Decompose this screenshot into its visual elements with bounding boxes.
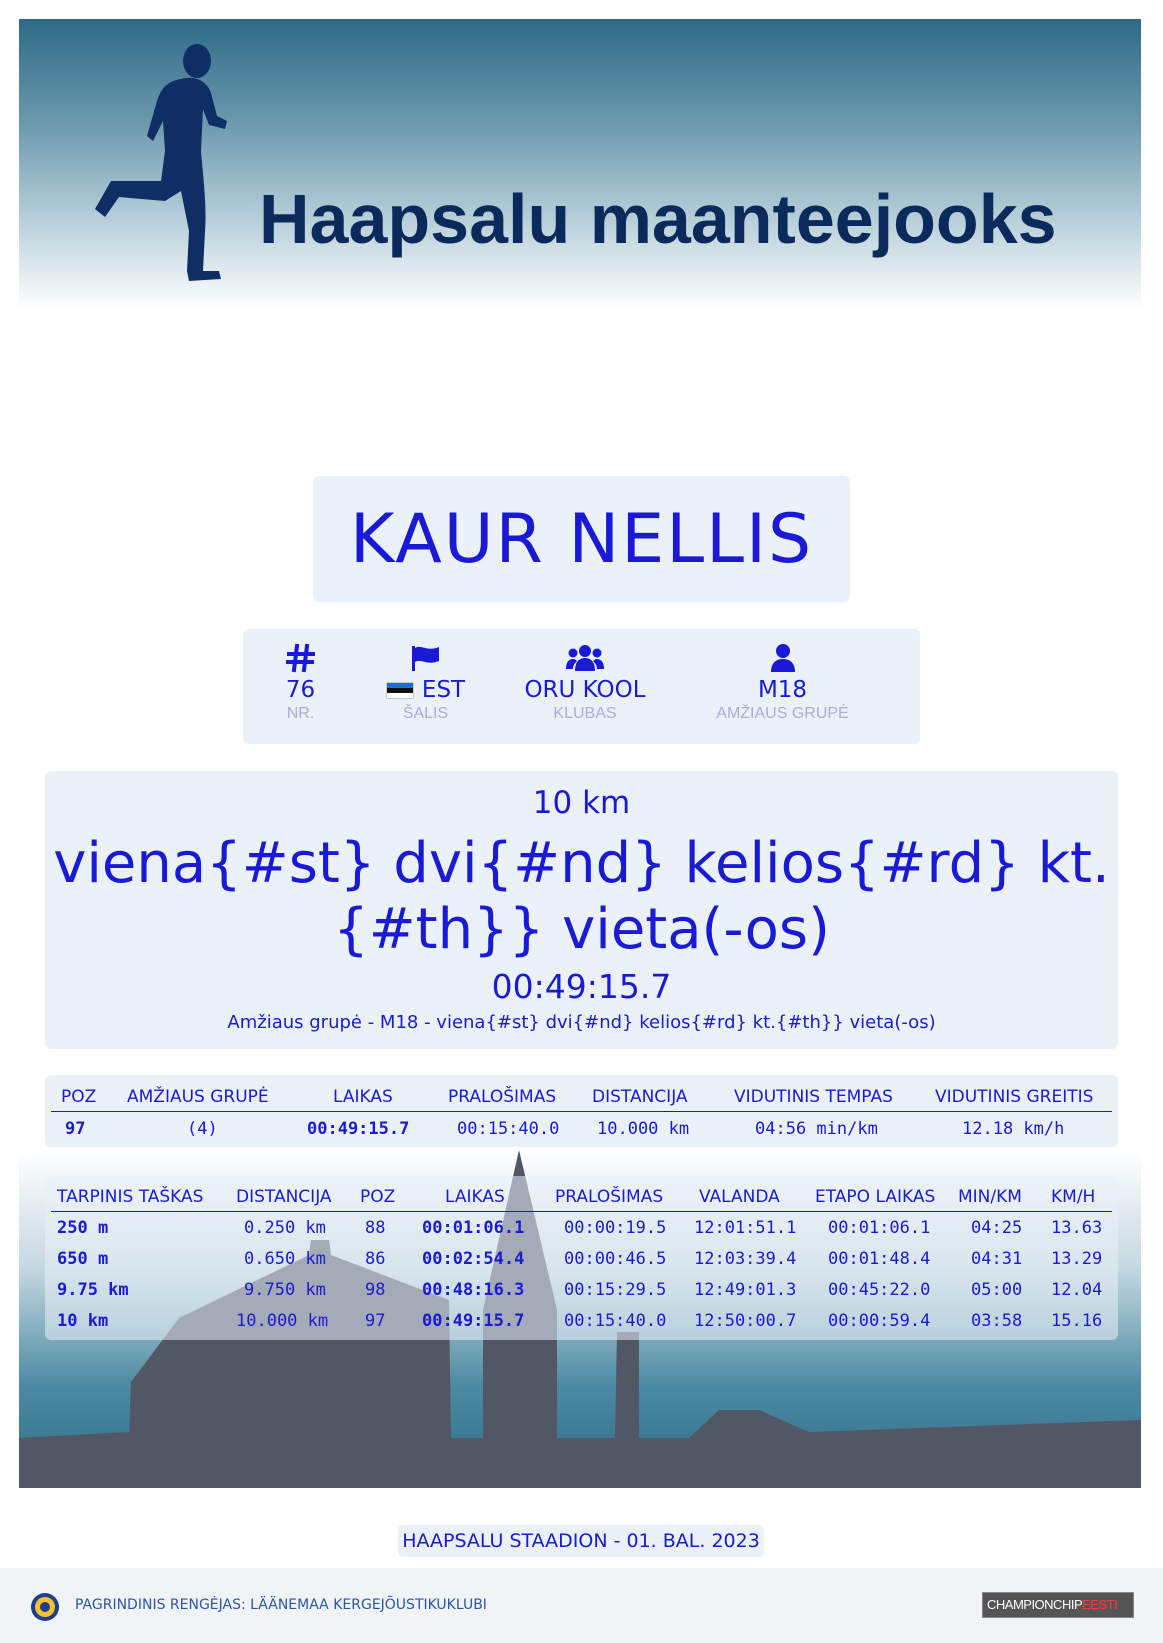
row-cell: 650 m (57, 1249, 109, 1269)
finish-time: 00:49:15.7 (491, 967, 672, 1006)
row-cell: 12.04 (1051, 1280, 1103, 1300)
row-cell: 00:15:40.0 (564, 1311, 667, 1331)
splits-table-header (51, 1182, 1112, 1212)
row-cell: 88 (365, 1218, 386, 1238)
row-cell: 00:00:19.5 (564, 1218, 667, 1238)
row-cell: 86 (365, 1249, 386, 1269)
row-cell: 00:01:06.1 (422, 1218, 525, 1238)
header-cell: ETAPO LAIKAS (815, 1187, 936, 1207)
runner-silhouette-icon (77, 41, 237, 299)
age-group-label: AMŽIAUS GRUPĖ (716, 705, 849, 722)
championchip-logo-text: CHAMPIONCHIP (987, 1597, 1083, 1612)
row-cell: 13.29 (1051, 1249, 1103, 1269)
row-cell: 13.63 (1051, 1218, 1103, 1238)
estonia-flag-icon (386, 682, 414, 699)
splits-table-row (51, 1275, 1112, 1306)
header-cell: DISTANCIJA (236, 1187, 332, 1207)
age-group-place: Amžiaus grupė - M18 - viena{#st} dvi{#nd} kelios{#rd} kt.{#th}} vieta(-os) (227, 1012, 936, 1033)
row-cell: 97 (365, 1311, 386, 1331)
header-cell: AMŽIAUS GRUPĖ (127, 1087, 269, 1107)
users-icon (505, 641, 665, 675)
result-panel (45, 771, 1118, 1049)
row-cell: 10 km (57, 1311, 109, 1331)
row-cell: 00:15:40.0 (457, 1119, 560, 1139)
row-cell: 12:01:51.1 (694, 1218, 797, 1238)
row-cell: 04:25 (971, 1218, 1023, 1238)
header-cell: MIN/KM (958, 1187, 1022, 1207)
row-cell: 0.650 km (244, 1249, 326, 1269)
athlete-name: KAUR NELLIS (349, 499, 814, 579)
club-label: KLUBAS (553, 705, 617, 722)
row-cell: 12:50:00.7 (694, 1311, 797, 1331)
footer (0, 1568, 1163, 1643)
splits-table-row (51, 1213, 1112, 1244)
header-cell: VIDUTINIS GREITIS (935, 1087, 1094, 1107)
row-cell: 250 m (57, 1218, 109, 1238)
athlete-info-panel (243, 629, 920, 744)
row-cell: 98 (365, 1280, 386, 1300)
row-cell: 00:01:48.4 (828, 1249, 931, 1269)
header-cell: POZ (360, 1187, 396, 1207)
summary-table-header (51, 1082, 1112, 1112)
club-name: ORU KOOL (524, 677, 646, 703)
row-cell: 10.000 km (236, 1311, 329, 1331)
championchip-logo (982, 1592, 1134, 1618)
row-cell: (4) (187, 1119, 218, 1139)
splits-table-row (51, 1244, 1112, 1275)
row-cell: 97 (65, 1119, 86, 1139)
header-banner (19, 19, 1141, 309)
bib-number: 76 (285, 677, 316, 703)
venue-date: HAAPSALU STAADION - 01. BAL. 2023 (398, 1525, 764, 1557)
row-cell: 0.250 km (244, 1218, 326, 1238)
row-cell: 00:49:15.7 (307, 1119, 410, 1139)
hash-icon (253, 641, 348, 675)
header-cell: LAIKAS (445, 1187, 505, 1207)
row-cell: 05:00 (971, 1280, 1023, 1300)
header-cell: POZ (61, 1087, 97, 1107)
header-cell: DISTANCIJA (592, 1087, 688, 1107)
row-cell: 04:56 min/km (755, 1119, 878, 1139)
row-cell: 12.18 km/h (962, 1119, 1065, 1139)
user-icon (695, 641, 870, 675)
row-cell: 00:00:46.5 (564, 1249, 667, 1269)
row-cell: 15.16 (1051, 1311, 1103, 1331)
championchip-logo-text-eesti: EESTI (1082, 1597, 1118, 1612)
row-cell: 00:48:16.3 (422, 1280, 525, 1300)
splits-table (45, 1176, 1118, 1340)
bib-number-label: NR. (286, 705, 315, 722)
club-emblem-icon (30, 1592, 60, 1622)
row-cell: 00:00:59.4 (828, 1311, 931, 1331)
row-cell: 03:58 (971, 1311, 1023, 1331)
row-cell: 00:01:06.1 (828, 1218, 931, 1238)
club-block (505, 641, 665, 723)
row-cell: 00:49:15.7 (422, 1311, 525, 1331)
row-cell: 04:31 (971, 1249, 1023, 1269)
row-cell: 12:49:01.3 (694, 1280, 797, 1300)
splits-table-row (51, 1306, 1112, 1337)
race-distance: 10 km (532, 785, 631, 821)
row-cell: 9.750 km (244, 1280, 326, 1300)
athlete-name-panel (313, 476, 850, 602)
row-cell: 9.75 km (57, 1280, 129, 1300)
event-title: Haapsalu maanteejooks (259, 180, 1057, 258)
header-cell: PRALOŠIMAS (555, 1187, 664, 1207)
flag-icon (363, 641, 488, 675)
age-group-value: M18 (757, 677, 808, 703)
summary-table (45, 1075, 1118, 1147)
header-cell: TARPINIS TAŠKAS (57, 1187, 204, 1207)
header-cell: LAIKAS (333, 1087, 393, 1107)
row-cell: 12:03:39.4 (694, 1249, 797, 1269)
header-cell: PRALOŠIMAS (448, 1087, 557, 1107)
row-cell: 00:02:54.4 (422, 1249, 525, 1269)
organizer-text: PAGRINDINIS RENGĖJAS: LÄÄNEMAA KERGEJÕUSTIKUKLUBI (75, 1597, 487, 1613)
row-cell: 10.000 km (597, 1119, 690, 1139)
age-group-block (695, 641, 870, 723)
country-block (363, 641, 488, 723)
row-cell: 00:15:29.5 (564, 1280, 667, 1300)
bib-number-block (253, 641, 348, 723)
overall-place: viena{#st} dvi{#nd} kelios{#rd} kt.{#th}} vieta(-os) (53, 831, 1110, 962)
row-cell: 00:45:22.0 (828, 1280, 931, 1300)
header-cell: KM/H (1051, 1187, 1096, 1207)
country-label: ŠALIS (402, 705, 449, 722)
header-cell: VIDUTINIS TEMPAS (734, 1087, 893, 1107)
country-code: EST (421, 677, 466, 703)
summary-table-row (51, 1114, 1112, 1144)
header-cell: VALANDA (699, 1187, 780, 1207)
